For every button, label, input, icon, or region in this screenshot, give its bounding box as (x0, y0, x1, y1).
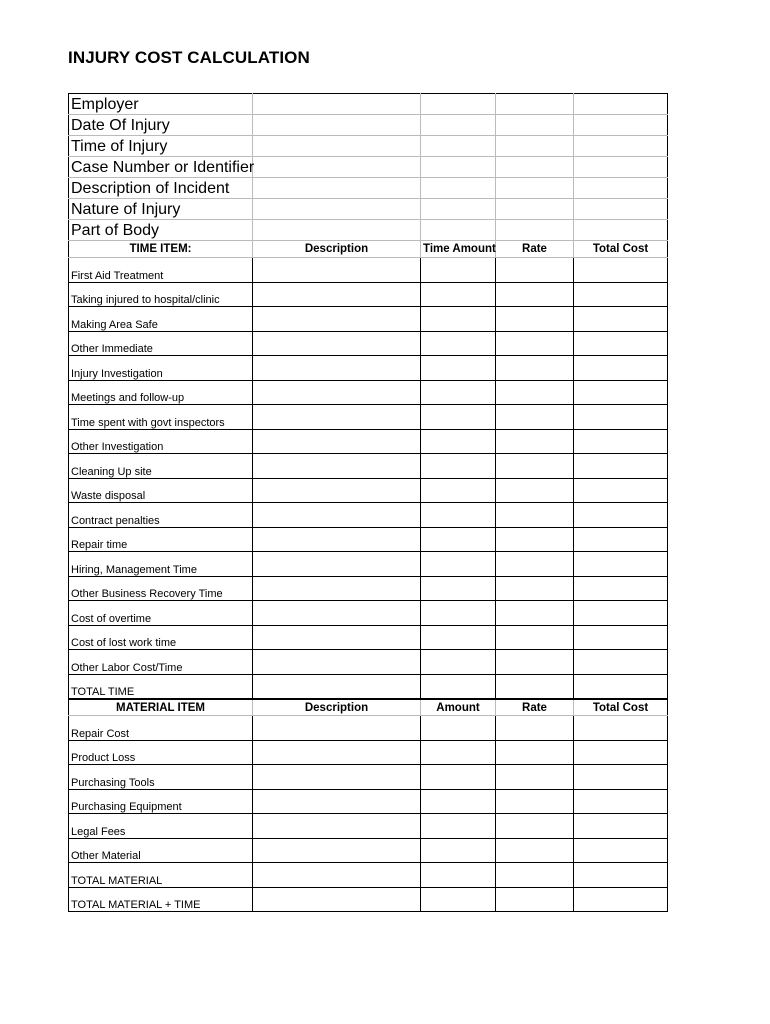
material_section-item-label: Other Material (69, 838, 253, 863)
time_section-input-cell[interactable] (421, 503, 496, 528)
time_section-input-cell[interactable] (496, 601, 574, 626)
time_section-item-label: Other Investigation (69, 429, 253, 454)
time_section-item-label: Making Area Safe (69, 307, 253, 332)
material_section-column-header: Total Cost (574, 699, 668, 716)
header-field-value-cell[interactable] (421, 178, 496, 199)
header-field-label: Case Number or Identifier (69, 157, 253, 178)
time_section-input-cell[interactable] (574, 356, 668, 381)
table-row (69, 429, 668, 454)
header-field-row (69, 220, 668, 241)
time_section-input-cell[interactable] (574, 527, 668, 552)
material_section-item-label: TOTAL MATERIAL (69, 863, 253, 888)
material_section-input-cell[interactable] (421, 789, 496, 814)
header-field-row (69, 115, 668, 136)
time_section-item-label: Meetings and follow-up (69, 380, 253, 405)
header-field-value-cell[interactable] (496, 157, 574, 178)
material_section-item-label: Legal Fees (69, 814, 253, 839)
time_section-input-cell[interactable] (253, 307, 421, 332)
time_section-input-cell[interactable] (574, 282, 668, 307)
table-row (69, 356, 668, 381)
header-field-value-cell[interactable] (253, 157, 421, 178)
header-field-value-cell[interactable] (421, 220, 496, 241)
table-row (69, 814, 668, 839)
header-field-value-cell[interactable] (574, 178, 668, 199)
header-field-value-cell[interactable] (574, 94, 668, 115)
time_section-input-cell[interactable] (574, 478, 668, 503)
time_section-input-cell[interactable] (253, 674, 421, 699)
time_section-input-cell[interactable] (574, 307, 668, 332)
header-field-value-cell[interactable] (496, 136, 574, 157)
table-row (69, 282, 668, 307)
header-field-value-cell[interactable] (574, 199, 668, 220)
time_section-column-header-row (69, 241, 668, 258)
table-row (69, 552, 668, 577)
time_section-input-cell[interactable] (496, 552, 574, 577)
time_section-input-cell[interactable] (574, 258, 668, 283)
time_section-input-cell[interactable] (253, 405, 421, 430)
header-field-row (69, 199, 668, 220)
time_section-input-cell[interactable] (421, 429, 496, 454)
time_section-input-cell[interactable] (421, 282, 496, 307)
table-row (69, 625, 668, 650)
time_section-item-label: Hiring, Management Time (69, 552, 253, 577)
time_section-input-cell[interactable] (421, 552, 496, 577)
header-field-value-cell[interactable] (574, 220, 668, 241)
table-row (69, 478, 668, 503)
header-field-value-cell[interactable] (253, 136, 421, 157)
time_section-item-label: Other Business Recovery Time (69, 576, 253, 601)
table-row (69, 863, 668, 888)
material_section-input-cell[interactable] (253, 716, 421, 741)
material_section-input-cell[interactable] (574, 838, 668, 863)
header-field-value-cell[interactable] (253, 94, 421, 115)
injury-cost-table-body (69, 94, 668, 912)
header-field-row (69, 94, 668, 115)
time_section-item-label: Time spent with govt inspectors (69, 405, 253, 430)
material_section-input-cell[interactable] (574, 789, 668, 814)
time_section-item-label: Cost of lost work time (69, 625, 253, 650)
material_section-input-cell[interactable] (421, 863, 496, 888)
time_section-input-cell[interactable] (574, 650, 668, 675)
header-field-value-cell[interactable] (421, 136, 496, 157)
time_section-input-cell[interactable] (421, 478, 496, 503)
time_section-input-cell[interactable] (421, 674, 496, 699)
material_section-column-header: Rate (496, 699, 574, 716)
time_section-input-cell[interactable] (421, 307, 496, 332)
time_section-input-cell[interactable] (574, 331, 668, 356)
time_section-item-label: Cleaning Up site (69, 454, 253, 479)
time_section-input-cell[interactable] (421, 258, 496, 283)
time_section-input-cell[interactable] (496, 282, 574, 307)
header-field-value-cell[interactable] (253, 199, 421, 220)
material_section-item-label: Purchasing Tools (69, 765, 253, 790)
time_section-input-cell[interactable] (253, 258, 421, 283)
header-field-label: Employer (69, 94, 253, 115)
time_section-input-cell[interactable] (253, 429, 421, 454)
time_section-input-cell[interactable] (496, 405, 574, 430)
time_section-input-cell[interactable] (496, 576, 574, 601)
time_section-input-cell[interactable] (574, 552, 668, 577)
time_section-input-cell[interactable] (421, 454, 496, 479)
table-row (69, 454, 668, 479)
material_section-input-cell[interactable] (574, 740, 668, 765)
time_section-input-cell[interactable] (421, 380, 496, 405)
table-row (69, 331, 668, 356)
time_section-input-cell[interactable] (253, 625, 421, 650)
time_section-input-cell[interactable] (421, 527, 496, 552)
time_section-input-cell[interactable] (253, 282, 421, 307)
header-field-value-cell[interactable] (421, 94, 496, 115)
header-field-row (69, 157, 668, 178)
time_section-input-cell[interactable] (496, 503, 574, 528)
time_section-input-cell[interactable] (574, 380, 668, 405)
time_section-input-cell[interactable] (253, 454, 421, 479)
header-field-label: Nature of Injury (69, 199, 253, 220)
time_section-input-cell[interactable] (496, 429, 574, 454)
time_section-input-cell[interactable] (496, 478, 574, 503)
table-row (69, 838, 668, 863)
table-row (69, 740, 668, 765)
time_section-input-cell[interactable] (496, 380, 574, 405)
time_section-input-cell[interactable] (253, 356, 421, 381)
table-row (69, 503, 668, 528)
time_section-input-cell[interactable] (253, 527, 421, 552)
time_section-item-label: TOTAL TIME (69, 674, 253, 699)
time_section-item-label: Waste disposal (69, 478, 253, 503)
material_section-input-cell[interactable] (253, 838, 421, 863)
time_section-input-cell[interactable] (496, 454, 574, 479)
time_section-input-cell[interactable] (574, 576, 668, 601)
material_section-input-cell[interactable] (253, 765, 421, 790)
time_section-column-header: TIME ITEM: (69, 241, 253, 258)
table-row (69, 650, 668, 675)
material_section-input-cell[interactable] (253, 814, 421, 839)
material_section-input-cell[interactable] (496, 716, 574, 741)
material_section-input-cell[interactable] (421, 740, 496, 765)
material_section-input-cell[interactable] (421, 814, 496, 839)
time_section-input-cell[interactable] (496, 307, 574, 332)
time_section-input-cell[interactable] (421, 331, 496, 356)
time_section-input-cell[interactable] (253, 503, 421, 528)
time_section-input-cell[interactable] (496, 356, 574, 381)
material_section-input-cell[interactable] (574, 863, 668, 888)
time_section-input-cell[interactable] (496, 625, 574, 650)
table-row (69, 765, 668, 790)
time_section-input-cell[interactable] (496, 674, 574, 699)
table-row (69, 258, 668, 283)
header-field-row (69, 136, 668, 157)
time_section-item-label: Other Immediate (69, 331, 253, 356)
material_section-item-label: Purchasing Equipment (69, 789, 253, 814)
header-field-value-cell[interactable] (496, 220, 574, 241)
time_section-input-cell[interactable] (574, 429, 668, 454)
time_section-input-cell[interactable] (421, 650, 496, 675)
time_section-item-label: Cost of overtime (69, 601, 253, 626)
material_section-input-cell[interactable] (496, 765, 574, 790)
time_section-input-cell[interactable] (421, 576, 496, 601)
time_section-item-label: Contract penalties (69, 503, 253, 528)
time_section-column-header: Rate (496, 241, 574, 258)
material_section-input-cell[interactable] (253, 863, 421, 888)
time_section-column-header: Total Cost (574, 241, 668, 258)
table-row (69, 674, 668, 699)
time_section-input-cell[interactable] (421, 625, 496, 650)
material_section-input-cell[interactable] (496, 887, 574, 912)
header-field-value-cell[interactable] (253, 220, 421, 241)
header-field-value-cell[interactable] (574, 115, 668, 136)
header-field-value-cell[interactable] (421, 199, 496, 220)
material_section-input-cell[interactable] (253, 789, 421, 814)
time_section-input-cell[interactable] (421, 601, 496, 626)
table-row (69, 380, 668, 405)
material_section-input-cell[interactable] (421, 838, 496, 863)
table-row (69, 716, 668, 741)
page-title: INJURY COST CALCULATION (68, 48, 310, 67)
time_section-item-label: Injury Investigation (69, 356, 253, 381)
time_section-input-cell[interactable] (574, 625, 668, 650)
time_section-input-cell[interactable] (574, 405, 668, 430)
time_section-input-cell[interactable] (253, 601, 421, 626)
table-row (69, 887, 668, 912)
injury-cost-table (68, 93, 668, 912)
material_section-input-cell[interactable] (421, 716, 496, 741)
material_section-input-cell[interactable] (496, 863, 574, 888)
time_section-input-cell[interactable] (253, 331, 421, 356)
header-field-label: Time of Injury (69, 136, 253, 157)
material_section-item-label: TOTAL MATERIAL + TIME (69, 887, 253, 912)
material_section-item-label: Product Loss (69, 740, 253, 765)
header-field-value-cell[interactable] (496, 178, 574, 199)
material_section-input-cell[interactable] (574, 814, 668, 839)
table-row (69, 576, 668, 601)
time_section-column-header: Time Amount (421, 241, 496, 258)
header-field-label: Date Of Injury (69, 115, 253, 136)
time_section-input-cell[interactable] (253, 552, 421, 577)
time_section-input-cell[interactable] (421, 356, 496, 381)
material_section-input-cell[interactable] (574, 887, 668, 912)
time_section-input-cell[interactable] (574, 601, 668, 626)
header-field-value-cell[interactable] (421, 157, 496, 178)
material_section-item-label: Repair Cost (69, 716, 253, 741)
material_section-input-cell[interactable] (574, 716, 668, 741)
time_section-column-header: Description (253, 241, 421, 258)
material_section-column-header: Amount (421, 699, 496, 716)
time_section-input-cell[interactable] (253, 478, 421, 503)
material_section-input-cell[interactable] (496, 838, 574, 863)
time_section-input-cell[interactable] (253, 576, 421, 601)
header-field-value-cell[interactable] (574, 157, 668, 178)
material_section-input-cell[interactable] (421, 887, 496, 912)
time_section-item-label: Repair time (69, 527, 253, 552)
table-row (69, 405, 668, 430)
time_section-input-cell[interactable] (253, 380, 421, 405)
time_section-input-cell[interactable] (496, 527, 574, 552)
time_section-input-cell[interactable] (496, 258, 574, 283)
material_section-column-header: Description (253, 699, 421, 716)
material_section-input-cell[interactable] (496, 814, 574, 839)
material_section-column-header: MATERIAL ITEM (69, 699, 253, 716)
material_section-input-cell[interactable] (253, 740, 421, 765)
table-row (69, 601, 668, 626)
header-field-value-cell[interactable] (574, 136, 668, 157)
time_section-input-cell[interactable] (253, 650, 421, 675)
table-row (69, 527, 668, 552)
material_section-input-cell[interactable] (574, 765, 668, 790)
material_section-input-cell[interactable] (421, 765, 496, 790)
time_section-input-cell[interactable] (574, 503, 668, 528)
header-field-value-cell[interactable] (421, 115, 496, 136)
time_section-item-label: First Aid Treatment (69, 258, 253, 283)
material_section-input-cell[interactable] (496, 740, 574, 765)
material_section-input-cell[interactable] (253, 887, 421, 912)
header-field-value-cell[interactable] (253, 115, 421, 136)
header-field-value-cell[interactable] (253, 178, 421, 199)
time_section-input-cell[interactable] (421, 405, 496, 430)
time_section-item-label: Other Labor Cost/Time (69, 650, 253, 675)
header-field-row (69, 178, 668, 199)
material_section-input-cell[interactable] (496, 789, 574, 814)
table-row (69, 789, 668, 814)
header-field-value-cell[interactable] (496, 115, 574, 136)
time_section-input-cell[interactable] (574, 674, 668, 699)
time_section-item-label: Taking injured to hospital/clinic (69, 282, 253, 307)
header-field-value-cell[interactable] (496, 94, 574, 115)
table-row (69, 307, 668, 332)
header-field-label: Part of Body (69, 220, 253, 241)
material_section-column-header-row (69, 699, 668, 716)
time_section-input-cell[interactable] (496, 331, 574, 356)
time_section-input-cell[interactable] (574, 454, 668, 479)
header-field-label: Description of Incident (69, 178, 253, 199)
time_section-input-cell[interactable] (496, 650, 574, 675)
header-field-value-cell[interactable] (496, 199, 574, 220)
